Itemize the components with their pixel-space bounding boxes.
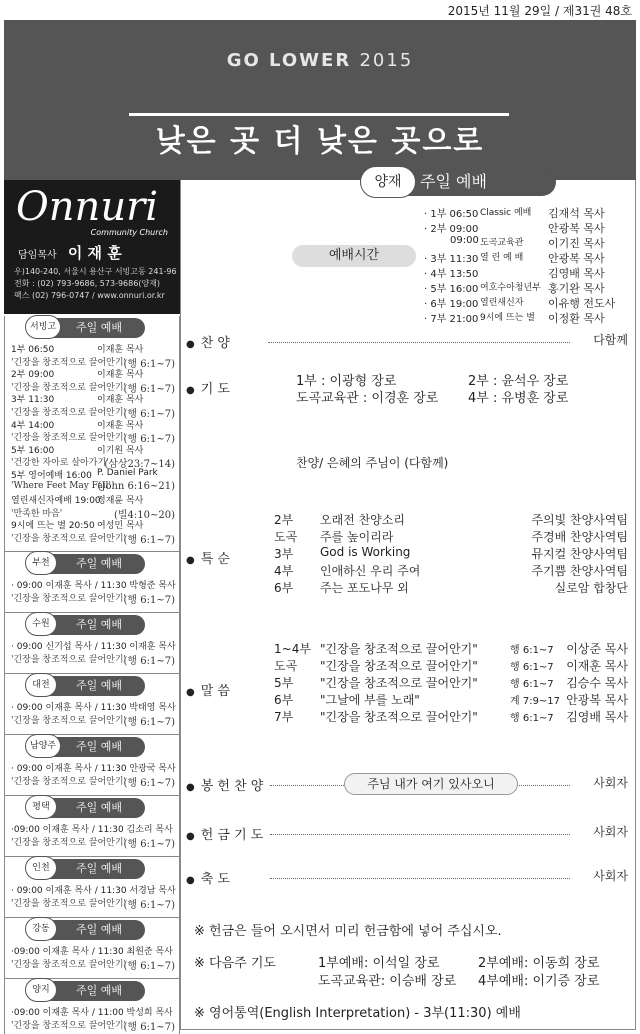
special-song: 오래전 찬양소리 [320,513,405,527]
church-logo: Onnuri [16,184,158,230]
campus-line [11,713,175,729]
campus-line [11,883,175,896]
line-left: ·09:00 이재훈 목사 / 11:30 최원준 목사 [11,946,173,957]
order-praise-label: 찬 양 [200,336,230,351]
campus-line [11,700,175,713]
sermon-preacher: 김승수 목사 [566,676,628,690]
campus-line [11,1005,175,1018]
line-left: 2부 09:00 [11,370,55,381]
campus-title: 주일 예배 대전 [35,676,145,696]
line-left: '건강한 자아로 살아가기' [11,458,109,469]
line-left: ·09:00 이재훈 목사 / 11:30 김소리 목사 [11,824,173,835]
special-part: 2부 [274,513,294,527]
service-pastor: 안광복 목사 [548,222,605,235]
service-pastor: 홍기완 목사 [548,282,605,295]
leader-dots [270,878,570,879]
campus-line [11,944,175,957]
service-name: 열 린 예 배 [480,253,524,263]
service-time: · 7부 21:00 [424,314,479,325]
order-sermon-label: 말 씀 [200,684,230,699]
line-verse: (행 6:1~7) [123,900,175,912]
special-part: 4부 [274,564,294,578]
note-next-prayer-4: 4부예배: 이기증 장로 [478,974,600,989]
order-offering-song-label: 봉 헌 찬 양 [200,779,264,794]
sermon-verse: 행 6:1~7 [510,662,554,673]
note-next-prayer-3: 도곡교육관: 이승배 장로 [318,974,457,989]
note-interpretation: ※ 영어통역(English Interpretation) - 3부(11:30) 예배 [194,1006,521,1021]
note-next-prayer-label: ※ 다음주 기도 [194,956,276,971]
campus-line [11,355,175,368]
campus-line [11,835,175,851]
line-verse: (행 6:1~7) [123,1022,175,1034]
line-preacher: 이기원 목사 [97,445,144,456]
line-left: '긴장을 창조적으로 끌어안기' [11,1021,126,1032]
campus-line [11,380,175,393]
campus-line [11,392,175,405]
line-verse: (행 6:1~7) [123,717,175,729]
order-offering-song: ● 봉 헌 찬 양 [186,779,264,794]
service-name: 도곡교육관 [480,238,524,248]
campus-tag: 인천 [25,856,57,880]
campus-line [11,418,175,431]
campus-tag: 평택 [25,795,57,819]
special-choir: 실로암 합창단 [554,581,628,595]
line-left: · 09:00 이재훈 목사 / 11:30 서경남 목사 [11,885,176,896]
line-verse: (행 6:1~7) [123,409,175,420]
theme-banner [4,20,636,180]
pastor-name: 이 재 훈 [67,244,122,262]
campus-section [4,918,180,979]
prayer-3: 도곡교육관 : 이경훈 장로 [296,391,439,406]
campus-title: 주일 예배 양지 [35,981,145,1001]
order-offering-song-right: 사회자 [593,776,628,790]
prayer-1: 1부 : 이광형 장로 [296,374,397,389]
campus-title: 주일 예배 인천 [35,859,145,879]
special-song: 주는 포도나무 외 [320,581,409,595]
sermon-preacher: 이재훈 목사 [566,659,628,673]
campus-title: 주일 예배 남양주 [35,737,145,757]
line-preacher: P. Daniel Park [97,468,158,478]
campus-line [11,493,175,506]
line-left: 4부 14:00 [11,420,55,431]
campus-section [4,735,180,796]
campus-tag: 서빙고 [25,315,61,339]
offering-song-title: 주님 내가 여기 있사오니 [344,773,518,795]
order-sermon: ● 말 씀 [186,684,230,699]
line-left: 열린새신자예배 19:00 [11,496,101,507]
leader-dots [270,834,570,835]
line-left: 9시에 뜨는 별 20:50 [11,521,95,532]
order-special: ● 특 순 [186,552,230,567]
sermon-preacher: 안광복 목사 [566,693,628,707]
campus-line [11,822,175,835]
church-fax: 팩스 (02) 796-0747 / www.onnuri.or.kr [14,291,165,300]
campus-line [11,443,175,456]
service-time: · 4부 13:50 [424,269,479,280]
service-campus-tag: 양재 [360,166,416,198]
line-left: · 09:00 이재훈 목사 / 11:30 박태영 목사 [11,702,176,713]
theme-korean: 낮은 곳 더 낮은 곳으로 [155,124,485,159]
church-info-box [4,180,180,314]
campus-line [11,468,175,481]
line-left: '긴장을 창조적으로 끌어안기' [11,716,126,727]
campus-tag: 남양주 [25,734,61,758]
sermon-verse: 행 6:1~7 [510,645,554,656]
order-praise-right: 다함께 [593,333,628,347]
service-time: · 3부 11:30 [424,254,479,265]
order-offering-prayer-label: 헌 금 기 도 [200,828,264,843]
line-left: · 09:00 신기섭 목사 / 11:30 이재훈 목사 [11,641,176,652]
note-offering: ※ 헌금은 들어 오시면서 미리 헌금함에 넣어 주십시오. [194,924,502,939]
line-verse: (행 6:1~7) [123,595,175,607]
line-left: '긴장을 창조적으로 끌어안기' [11,899,126,910]
sermon-title: "긴장을 창조적으로 끌어안기" [320,642,478,656]
service-time: · 2부 09:00 [424,224,479,235]
line-verse: (행 6:1~7) [123,839,175,851]
special-choir: 뮤지컬 찬양사역팀 [531,547,628,561]
line-preacher: 정재륜 목사 [97,496,144,507]
line-left: 5부 16:00 [11,445,55,456]
leader-dots [268,342,570,343]
campus-section [4,552,180,613]
service-pastor: 이유행 전도사 [548,297,616,310]
service-time: · 1부 06:50 [424,209,479,220]
line-left: '긴장을 창조적으로 끌어안기' [11,408,126,418]
campus-line [11,342,175,355]
sermon-preacher: 이상준 목사 [566,642,628,656]
line-left: '긴장을 창조적으로 끌어안기' [11,534,126,544]
line-verse: (빌4:10~20) [113,509,175,521]
campus-tag: 수원 [25,612,57,636]
church-address: 우)140-240, 서울시 용산구 서빙고동 241-96 [14,267,177,276]
campus-line [11,531,175,544]
special-song: 인애하신 우리 주여 [320,564,421,578]
line-left: ·09:00 이재훈 목사 / 11:00 박성희 목사 [11,1007,173,1018]
campus-title: 주일 예배 서빙고 [35,318,145,338]
prayer-2: 2부 : 윤석우 장로 [468,374,569,389]
line-left: 'Where Feet May Fail' [11,480,111,491]
special-song: God is Working [320,545,411,559]
sermon-title: "긴장을 창조적으로 끌어안기" [320,676,478,690]
sermon-verse: 행 6:1~7 [510,713,554,724]
campus-line [11,518,175,531]
church-phone: 전화 : (02) 793-9686, 573-9686(양재) [14,279,161,288]
line-left: '긴장을 창조적으로 끌어안기' [11,655,126,666]
theme-year: 2015 [359,50,414,71]
service-name: 열린새신자 [480,298,524,308]
campus-line [11,1018,175,1034]
sermon-part: 6부 [274,693,294,707]
left-column [4,180,180,1034]
sermon-preacher: 김영배 목사 [566,710,628,724]
church-contact [14,266,177,302]
line-left: '긴장을 창조적으로 끌어안기' [11,594,126,605]
line-verse: (삼상23:7~14) [104,459,175,471]
order-benediction: ● 축 도 [186,872,230,887]
service-name: Classic 예배 [480,208,532,218]
service-time: · 5부 16:00 [424,284,479,295]
campus-tag: 부천 [25,551,57,575]
line-verse: (행 6:1~7) [123,383,175,395]
campus-line [11,430,175,446]
sermon-verse: 행 6:1~7 [510,679,554,690]
line-left: '긴장을 창조적으로 끌어안기' [11,960,126,971]
special-choir: 주경배 찬양사역팀 [531,530,628,544]
service-pastor: 이기진 목사 [548,237,605,250]
service-time: 09:00 [450,235,479,246]
line-verse: (행 6:1~7) [123,961,175,973]
sermon-part: 1~4부 [274,642,311,656]
issue-info: 2015년 11월 29일 / 제31권 48호 [447,4,632,18]
service-time-label: 예배시간 [292,245,416,267]
senior-pastor [18,242,122,263]
campus-section [4,796,180,857]
note-next-prayer-1: 1부예배: 이석일 장로 [318,956,440,971]
special-part: 3부 [274,547,294,561]
service-pastor: 김재석 목사 [548,207,605,220]
campus-line [11,405,175,418]
sermon-title: "긴장을 창조적으로 끌어안기" [320,710,478,724]
line-preacher: 이재훈 목사 [97,345,144,355]
campus-line [11,774,175,790]
pastor-label: 담임목사 [18,250,57,261]
theme-english-main: GO LOWER [226,50,352,71]
prayer-4: 4부 : 유병훈 장로 [468,391,569,406]
line-left: '긴장을 창조적으로 끌어안기' [11,838,126,849]
special-choir: 주기쁨 찬양사역팀 [531,564,628,578]
campus-line [11,578,175,591]
special-song: 주를 높이리라 [320,530,394,544]
note-next-prayer-2: 2부예배: 이동희 장로 [478,956,600,971]
campus-title: 주일 예배 수원 [35,615,145,635]
campus-line [11,639,175,652]
campus-line [11,455,175,471]
line-left: '긴장을 창조적으로 끌어안기' [11,357,126,368]
order-benediction-right: 사회자 [593,869,628,883]
sermon-part: 5부 [274,676,294,690]
campus-section [4,674,180,735]
service-pastor: 김영배 목사 [548,267,605,280]
campus-title: 주일 예배 평택 [35,798,145,818]
line-preacher: 여성민 목사 [97,521,144,532]
sermon-verse: 계 7:9~17 [510,696,561,707]
campus-section [4,979,180,1034]
campus-tag: 양지 [25,978,57,1002]
order-benediction-label: 축 도 [200,872,230,887]
campus-tag: 대전 [25,673,57,697]
campus-section [4,613,180,674]
campus-section [4,316,180,552]
campus-line [11,652,175,668]
campus-line [11,761,175,774]
service-pastor: 안광복 목사 [548,252,605,265]
line-left: '만족한 마음' [11,508,63,519]
campus-line [11,506,175,519]
special-choir: 주의빛 찬양사역팀 [531,513,628,527]
line-verse: (행 6:1~7) [123,778,175,790]
line-preacher: 이재훈 목사 [97,395,144,406]
special-part: 6부 [274,581,294,595]
service-name: 9시에 뜨는 별 [480,313,535,323]
line-preacher: 이재훈 목사 [97,420,144,431]
order-praise: ● 찬 양 [186,336,230,351]
sermon-title: "긴장을 창조적으로 끌어안기" [320,659,478,673]
order-prayer: ● 기 도 [186,382,230,397]
campus-line [11,367,175,380]
line-preacher: 이재훈 목사 [97,370,144,381]
line-left: '긴장을 창조적으로 끌어안기' [11,777,126,788]
sermon-title: "그날에 부를 노래" [320,693,420,707]
campus-line [11,957,175,973]
service-name: 여호수아청년부 [480,283,541,293]
line-left: 3부 11:30 [11,395,55,406]
order-offering-prayer: ● 헌 금 기 도 [186,828,264,843]
campus-line [11,591,175,607]
line-left: · 09:00 이재훈 목사 / 11:30 안광국 목사 [11,763,176,774]
line-left: 1부 06:50 [11,345,55,355]
order-prayer-label: 기 도 [200,382,230,397]
line-verse: (행 6:1~7) [123,358,175,370]
order-offering-prayer-right: 사회자 [593,825,628,839]
line-verse: (행 6:1~7) [123,434,175,446]
order-special-label: 특 순 [200,552,230,567]
church-logo-sub: Community Church [90,228,168,237]
sermon-part: 도곡 [274,659,298,673]
line-left: '긴장을 창조적으로 끌어안기' [11,382,126,393]
theme-english [4,50,636,71]
line-left: '긴장을 창조적으로 끌어안기' [11,433,126,444]
line-left: · 09:00 이재훈 목사 / 11:30 박형준 목사 [11,580,176,591]
campus-line [11,896,175,912]
campus-line [11,481,175,491]
hymn-line: 찬양/ 은혜의 주님이 (다함께) [296,456,449,470]
special-part: 도곡 [274,530,298,544]
line-left: 5부 영어예배 16:00 [11,471,92,481]
sermon-part: 7부 [274,710,294,724]
campus-tag: 강동 [25,917,57,941]
service-time: · 6부 19:00 [424,299,479,310]
campus-title: 주일 예배 부천 [35,554,145,574]
line-verse: (행 6:1~7) [123,535,175,546]
line-verse: (John 6:16~21) [97,480,175,492]
campus-section [4,857,180,918]
line-verse: (행 6:1~7) [123,656,175,668]
service-title: 주일 예배 [360,168,556,196]
campus-title: 주일 예배 강동 [35,920,145,940]
service-pastor: 이정환 목사 [548,312,605,325]
